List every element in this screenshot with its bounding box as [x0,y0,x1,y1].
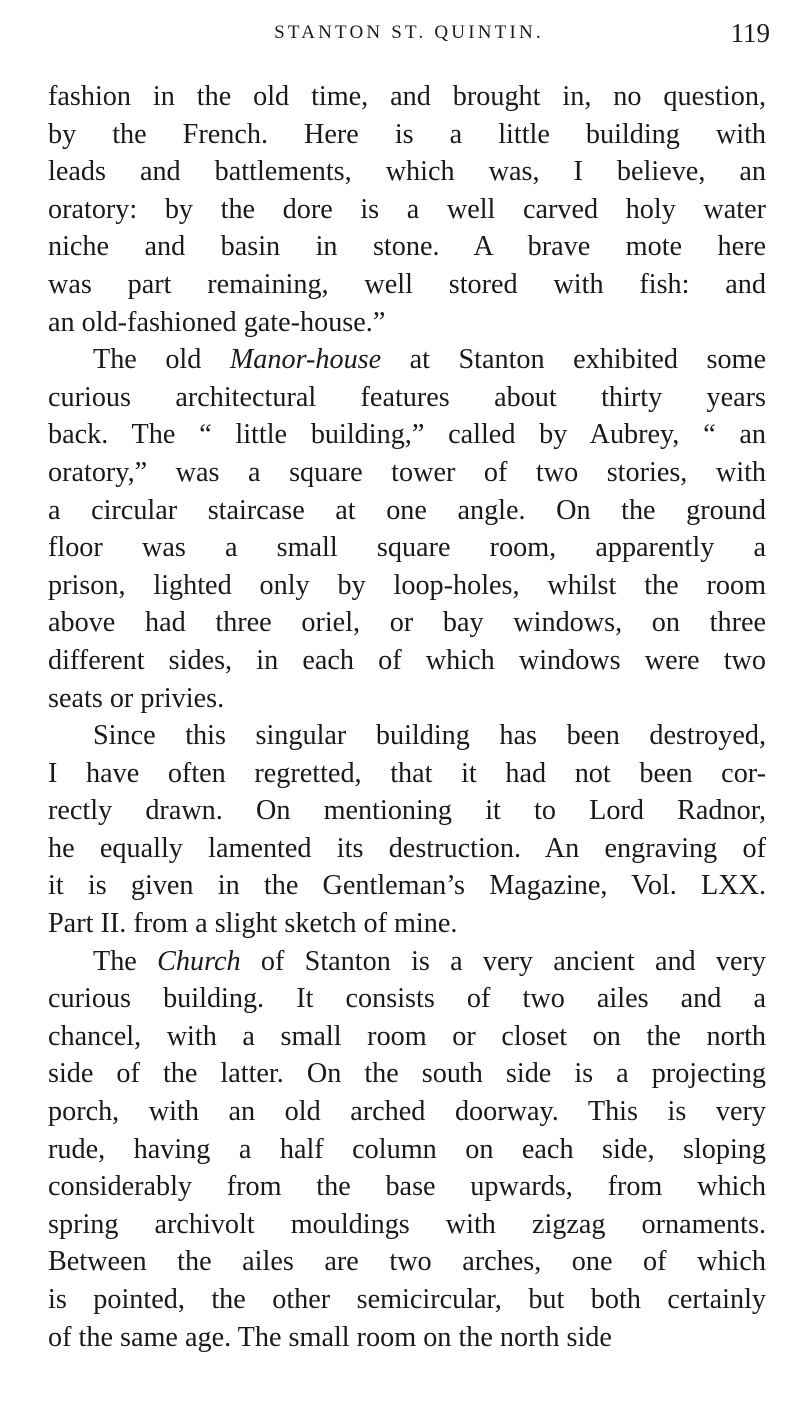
text-run: of Stanton is a very ancient and very [240,945,766,977]
text-line [48,1093,766,1131]
text-line [48,492,766,530]
text-run: a circular staircase at one angle. On the ground [48,494,766,526]
text-line [48,191,766,229]
page-number: 119 [730,18,770,48]
text-line [48,116,766,154]
text-line [48,1206,766,1244]
running-title: STANTON ST. QUINTIN. [274,22,544,43]
text-line [48,1168,766,1206]
text-run: I have often regretted, that it had not been cor- [48,757,766,789]
text-line [48,304,766,342]
text-run: rude, having a half column on each side, sloping [48,1133,766,1165]
paragraph [48,943,766,1357]
text-line [48,529,766,567]
text-run: prison, lighted only by loop-holes, whilst the room [48,569,766,601]
text-line [48,830,766,868]
text-run: was part remaining, well stored with fish: and [48,268,766,300]
text-run: Part II. from a slight sketch of mine. [48,908,458,940]
text-run: of the same age. The small room on the north side [48,1321,612,1353]
text-run: he equally lamented its destruction. An engraving of [48,832,766,864]
text-run: back. The “ little building,” called by Aubrey, “ an [48,419,766,451]
text-line [48,1281,766,1319]
text-line [48,341,766,379]
text-run: porch, with an old arched doorway. This is very [48,1096,766,1128]
paragraph [48,717,766,943]
text-line [48,943,766,981]
text-run: leads and battlements, which was, I believe, an [48,156,766,188]
text-run: curious architectural features about thirty years [48,381,766,413]
text-line [48,1055,766,1093]
text-run: at Stanton exhibited some [381,344,766,376]
text-line [48,78,766,116]
text-line [48,153,766,191]
text-line [48,905,766,943]
text-run: seats or privies. [48,682,225,714]
text-run: oratory,” was a square tower of two stories, with [48,456,766,488]
running-head [48,18,770,58]
text-run: Between the ailes are two arches, one of which [48,1246,766,1278]
text-line [48,680,766,718]
text-run: rectly drawn. On mentioning it to Lord Radnor, [48,795,766,827]
text-run: chancel, with a small room or closet on the north [48,1020,766,1052]
paragraph [48,341,766,717]
text-run: different sides, in each of which windows were two [48,644,766,676]
text-run: above had three oriel, or bay windows, on three [48,607,766,639]
text-run: Since this singular building has been destroyed, [93,720,766,752]
text-run: considerably from the base upwards, from which [48,1171,766,1203]
text-line [48,567,766,605]
text-run: niche and basin in stone. A brave mote here [48,231,766,263]
italic-run: Church [157,945,241,977]
text-line [48,228,766,266]
text-run: fashion in the old time, and brought in, no question, [48,81,766,112]
body-text [48,78,766,1356]
text-line [48,454,766,492]
text-line [48,792,766,830]
text-run: The [93,945,158,977]
text-run: oratory: by the dore is a well carved holy water [48,193,766,225]
text-line [48,717,766,755]
text-run: is pointed, the other semicircular, but both certainly [48,1284,766,1315]
text-line [48,867,766,905]
text-line [48,642,766,680]
text-line [48,1018,766,1056]
text-line [48,604,766,642]
text-run: The old [93,344,230,376]
text-line [48,980,766,1018]
text-line [48,1243,766,1281]
text-run: an old-fashioned gate-house.” [48,306,386,338]
text-run: by the French. Here is a little building with [48,118,766,150]
text-run: curious building. It consists of two ailes and a [48,983,766,1015]
paragraph [48,78,766,341]
text-run: side of the latter. On the south side is a projecting [48,1058,766,1090]
text-line [48,1319,766,1357]
text-run: it is given in the Gentleman’s Magazine, Vol. LXX. [48,870,766,902]
text-line [48,266,766,304]
text-run: floor was a small square room, apparently a [48,532,766,564]
text-line [48,416,766,454]
text-line [48,755,766,793]
text-line [48,1131,766,1169]
text-run: spring archivolt mouldings with zigzag ornaments. [48,1208,766,1240]
text-line [48,379,766,417]
italic-run: Manor-house [229,344,382,376]
